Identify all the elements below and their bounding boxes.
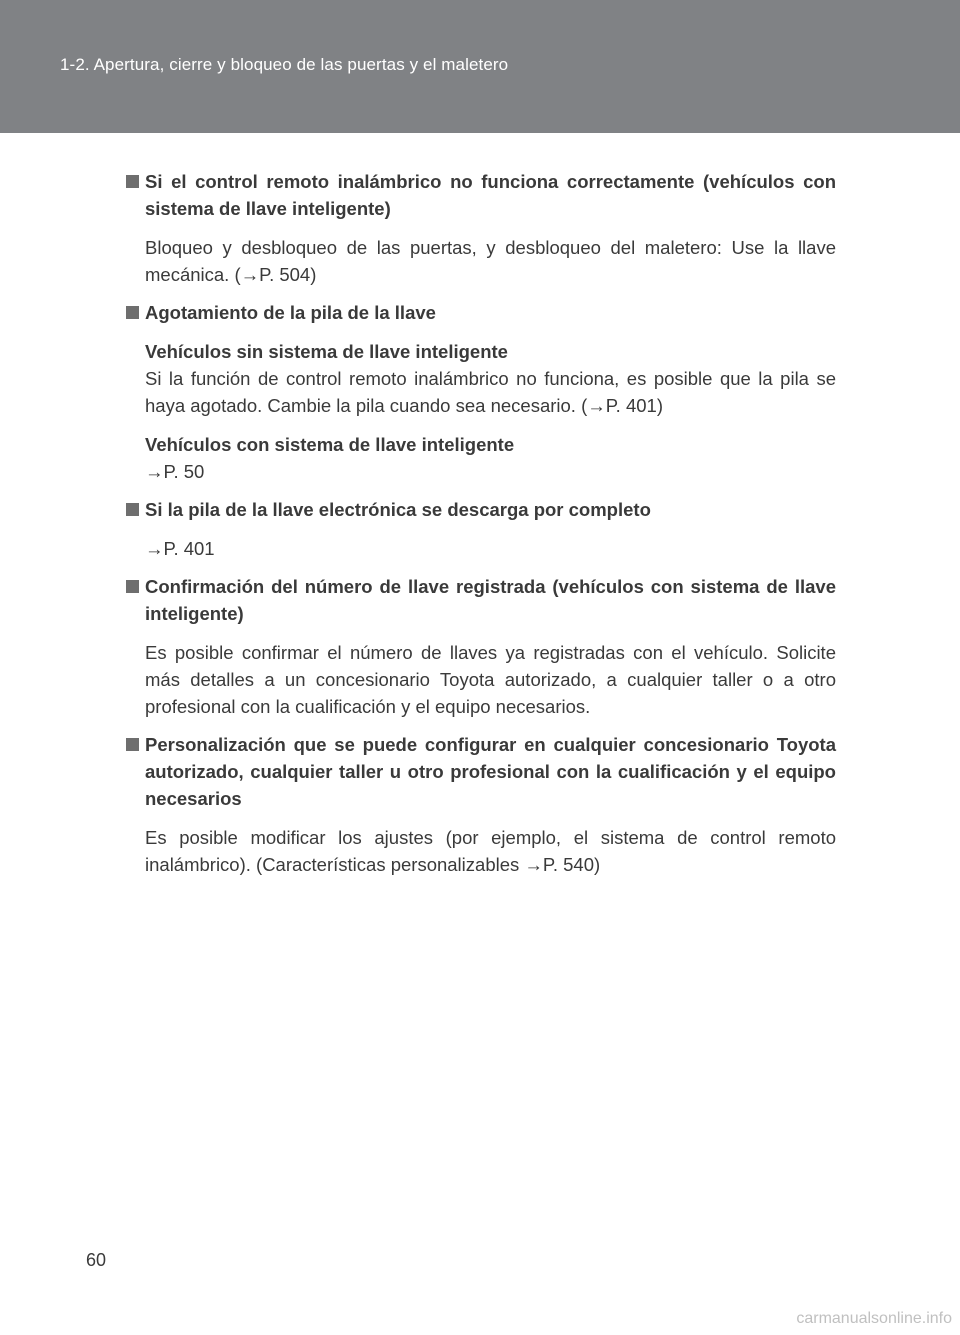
watermark: carmanualsonline.info [796, 1310, 952, 1327]
section-heading [124, 168, 836, 222]
heading-text: Confirmación del número de llave registrada (vehículos con sistema de llave inteligente) [145, 576, 836, 624]
subsection-body: →P. 50 [145, 461, 205, 482]
section-body: Bloqueo y desbloqueo de las puertas, y desbloqueo del maletero: Use la llave mecánica. (→P. 504) [145, 237, 836, 285]
subsection-title: Vehículos sin sistema de llave inteligente [145, 341, 508, 362]
heading-text: Personalización que se puede configurar en cualquier concesionario Toyota autorizado, cualquier taller u otro profesional con la cualificación y el equipo necesarios [145, 734, 836, 809]
section-remote-malfunction [124, 168, 836, 288]
square-bullet-icon [126, 580, 139, 593]
square-bullet-icon [126, 306, 139, 319]
page-number: 60 [86, 1250, 107, 1270]
heading-text: Si el control remoto inalámbrico no funciona correctamente (vehículos con sistema de llave inteligente) [145, 171, 836, 219]
square-bullet-icon [126, 738, 139, 751]
subsection-title: Vehículos con sistema de llave inteligente [145, 434, 515, 455]
page-content [124, 168, 836, 889]
section-heading [124, 496, 836, 523]
page-header [0, 0, 960, 133]
heading-text: Si la pila de la llave electrónica se descarga por completo [145, 499, 651, 520]
square-bullet-icon [126, 175, 139, 188]
heading-text: Agotamiento de la pila de la llave [145, 302, 436, 323]
section-body: Es posible modificar los ajustes (por ejemplo, el sistema de control remoto inalámbrico). (Características personalizables →P. 540) [145, 827, 836, 875]
section-body: Es posible confirmar el número de llaves ya registradas con el vehículo. Solicite más detalles a un concesionario Toyota autorizado, a cualquier taller o a otro profesional con la cualificación y el equipo necesarios. [145, 642, 836, 717]
subsection-body: Si la función de control remoto inalámbrico no funciona, es posible que la pila se haya agotado. Cambie la pila cuando sea necesario. (→P. 401) [145, 368, 836, 416]
square-bullet-icon [126, 503, 139, 516]
section-key-count-confirmation [124, 573, 836, 720]
section-customization [124, 731, 836, 878]
section-electronic-key-discharged [124, 496, 836, 562]
section-body: →P. 401 [145, 538, 215, 559]
section-title: 1-2. Apertura, cierre y bloqueo de las puertas y el maletero [60, 55, 509, 74]
section-battery-depletion [124, 299, 836, 485]
section-heading [124, 299, 836, 326]
section-heading [124, 731, 836, 812]
section-heading [124, 573, 836, 627]
